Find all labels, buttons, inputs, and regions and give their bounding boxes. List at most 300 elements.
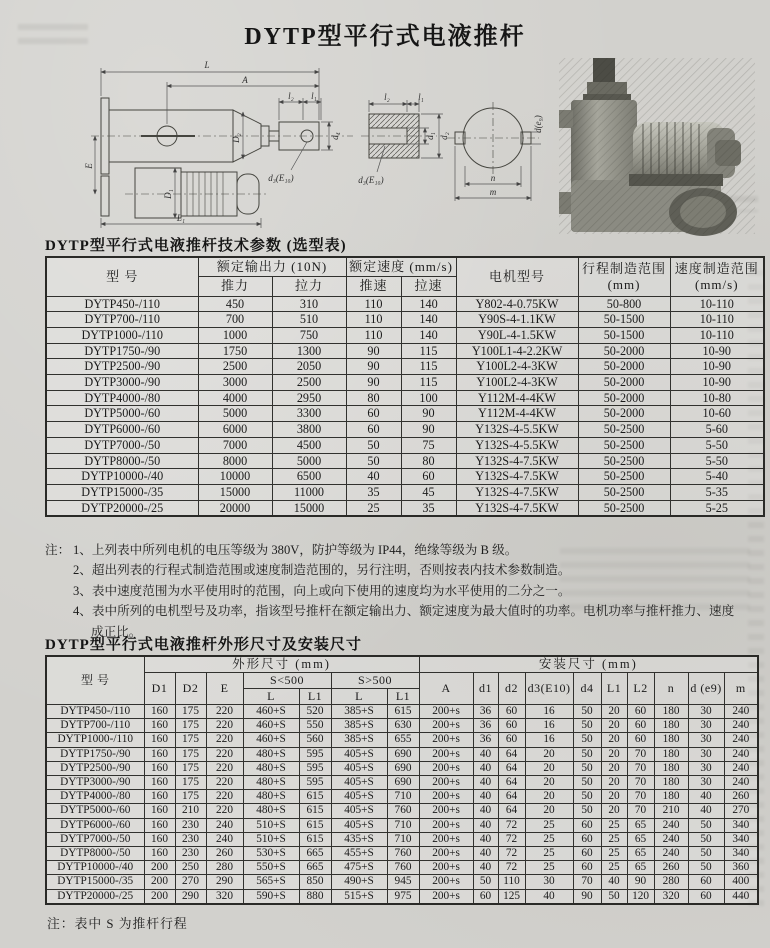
value-cell: Y100L2-4-3KW	[456, 359, 578, 375]
value-cell: 60	[401, 469, 456, 485]
value-cell: 595	[299, 761, 331, 775]
value-cell: 30	[688, 747, 724, 761]
table-row	[46, 761, 758, 775]
value-cell: 30	[688, 719, 724, 733]
note-item-3: 3、表中速度范围为水平使用时的范围，向上或向下使用的速度均为水平使用的二分之一。	[73, 583, 571, 598]
value-cell: 590+S	[243, 889, 299, 904]
value-cell: 50-2500	[578, 500, 670, 516]
value-cell: 615	[299, 804, 331, 818]
value-cell: 480+S	[243, 804, 299, 818]
value-cell: 320	[206, 889, 243, 904]
value-cell: 310	[272, 296, 346, 312]
value-cell: 480+S	[243, 747, 299, 761]
value-cell: 70	[573, 875, 601, 889]
value-cell: 5-50	[670, 453, 764, 469]
value-cell: 50-800	[578, 296, 670, 312]
value-cell: 160	[144, 804, 175, 818]
model-cell: DYTP2500-/90	[46, 761, 144, 775]
value-cell: 340	[724, 818, 758, 832]
value-cell: 665	[299, 847, 331, 861]
table-row	[46, 484, 764, 500]
value-cell: 36	[473, 719, 498, 733]
value-cell: 64	[498, 776, 525, 790]
value-cell: 405+S	[331, 818, 387, 832]
col-group-rated-speed: 额定速度 (mm/s)	[346, 257, 456, 277]
value-cell: 385+S	[331, 719, 387, 733]
value-cell: 60	[627, 705, 654, 719]
value-cell: 70	[627, 790, 654, 804]
value-cell: 320	[654, 889, 688, 904]
value-cell: 20	[525, 776, 573, 790]
value-cell: 11000	[272, 484, 346, 500]
value-cell: 115	[401, 359, 456, 375]
value-cell: 200+s	[419, 747, 473, 761]
value-cell: 405+S	[331, 761, 387, 775]
value-cell: 510+S	[243, 832, 299, 846]
table-row	[46, 776, 758, 790]
value-cell: 230	[175, 832, 206, 846]
value-cell: 260	[654, 861, 688, 875]
value-cell: 50	[688, 832, 724, 846]
dim-label-d4: d₄	[330, 132, 340, 140]
value-cell: 630	[387, 719, 419, 733]
product-photo-svg	[545, 52, 760, 237]
value-cell: 20	[601, 790, 627, 804]
dim-label-D2: D₂	[231, 133, 241, 143]
value-cell: 290	[206, 875, 243, 889]
model-cell: DYTP1000-/110	[46, 733, 144, 747]
model-cell: DYTP15000-/35	[46, 875, 144, 889]
value-cell: 8000	[198, 453, 272, 469]
value-cell: 50-1500	[578, 312, 670, 328]
value-cell: 385+S	[331, 733, 387, 747]
col-header-d4: d4	[573, 673, 601, 705]
value-cell: 20	[601, 705, 627, 719]
model-cell: DYTP20000-/25	[46, 889, 144, 904]
table-row	[46, 861, 758, 875]
value-cell: 2950	[272, 390, 346, 406]
value-cell: 60	[688, 889, 724, 904]
value-cell: 240	[724, 733, 758, 747]
dim-label-de9: d(e₉)	[533, 115, 543, 133]
value-cell: 20	[525, 747, 573, 761]
value-cell: 710	[387, 832, 419, 846]
value-cell: 945	[387, 875, 419, 889]
value-cell: 70	[627, 776, 654, 790]
col-header-L-gt: L	[331, 689, 387, 705]
value-cell: 175	[175, 705, 206, 719]
table-row	[46, 747, 758, 761]
value-cell: 70	[627, 747, 654, 761]
value-cell: 50	[346, 453, 401, 469]
value-cell: 36	[473, 733, 498, 747]
value-cell: 385+S	[331, 705, 387, 719]
dim-label-D1: D₁	[163, 189, 173, 199]
value-cell: 760	[387, 847, 419, 861]
table-row	[46, 359, 764, 375]
value-cell: 140	[401, 296, 456, 312]
value-cell: 490+S	[331, 875, 387, 889]
value-cell: 180	[654, 733, 688, 747]
value-cell: Y132S-4-5.5KW	[456, 422, 578, 438]
value-cell: 50	[573, 804, 601, 818]
value-cell: 60	[627, 719, 654, 733]
value-cell: 510+S	[243, 818, 299, 832]
col-header-stroke-range: 行程制造范围 (mm)	[578, 257, 670, 296]
model-cell: DYTP700-/110	[46, 312, 198, 328]
dim-label-d2: d₂	[439, 132, 449, 140]
dimension-table	[45, 655, 759, 905]
value-cell: 160	[144, 719, 175, 733]
dim-label-l2: l₂	[384, 92, 390, 102]
value-cell: 530+S	[243, 847, 299, 861]
table-row	[46, 312, 764, 328]
value-cell: 450	[198, 296, 272, 312]
table-row	[46, 500, 764, 516]
value-cell: Y90S-4-1.1KW	[456, 312, 578, 328]
value-cell: 180	[654, 776, 688, 790]
value-cell: 1300	[272, 343, 346, 359]
value-cell: 40	[473, 861, 498, 875]
model-cell: DYTP700-/110	[46, 719, 144, 733]
value-cell: 10-90	[670, 343, 764, 359]
value-cell: 710	[387, 818, 419, 832]
table-row	[46, 469, 764, 485]
value-cell: 220	[206, 790, 243, 804]
value-cell: 460+S	[243, 705, 299, 719]
model-cell: DYTP5000-/60	[46, 406, 198, 422]
value-cell: 10-110	[670, 327, 764, 343]
value-cell: 50	[688, 847, 724, 861]
value-cell: 240	[654, 818, 688, 832]
col-header-A: A	[419, 673, 473, 705]
value-cell: 50	[688, 861, 724, 875]
value-cell: 220	[206, 733, 243, 747]
value-cell: 400	[724, 875, 758, 889]
value-cell: 40	[346, 469, 401, 485]
value-cell: 560	[299, 733, 331, 747]
value-cell: 5-40	[670, 469, 764, 485]
value-cell: 595	[299, 747, 331, 761]
model-cell: DYTP2500-/90	[46, 359, 198, 375]
dim-label-l2: l₂	[288, 91, 294, 101]
value-cell: 280	[206, 861, 243, 875]
value-cell: 200+s	[419, 861, 473, 875]
model-cell: DYTP1750-/90	[46, 747, 144, 761]
end-view	[447, 102, 539, 176]
value-cell: 50-2500	[578, 453, 670, 469]
value-cell: Y132S-4-7.5KW	[456, 469, 578, 485]
model-cell: DYTP8000-/50	[46, 847, 144, 861]
value-cell: 210	[654, 804, 688, 818]
dimension-drawing-svg	[85, 54, 545, 234]
value-cell: 60	[498, 733, 525, 747]
value-cell: 90	[346, 359, 401, 375]
value-cell: 595	[299, 776, 331, 790]
value-cell: 405+S	[331, 776, 387, 790]
value-cell: Y132S-4-7.5KW	[456, 500, 578, 516]
value-cell: 240	[206, 818, 243, 832]
value-cell: 72	[498, 818, 525, 832]
value-cell: 475+S	[331, 861, 387, 875]
value-cell: 520	[299, 705, 331, 719]
value-cell: 25	[346, 500, 401, 516]
value-cell: 50-2500	[578, 484, 670, 500]
col-header-speed-range: 速度制造范围 (mm/s)	[670, 257, 764, 296]
dim-section-title: DYTP型平行式电液推杆外形尺寸及安装尺寸	[45, 637, 362, 653]
col-header-L1-gt: L1	[387, 689, 419, 705]
value-cell: 3000	[198, 375, 272, 391]
table-row	[46, 343, 764, 359]
value-cell: 10-60	[670, 406, 764, 422]
value-cell: 2050	[272, 359, 346, 375]
value-cell: 60	[473, 889, 498, 904]
col-header-n: n	[654, 673, 688, 705]
col-header-D1: D1	[144, 673, 175, 705]
col-header-d1: d1	[473, 673, 498, 705]
value-cell: Y100L2-4-3KW	[456, 375, 578, 391]
table-row	[46, 375, 764, 391]
value-cell: 700	[198, 312, 272, 328]
value-cell: 710	[387, 790, 419, 804]
value-cell: 110	[346, 296, 401, 312]
value-cell: 15000	[272, 500, 346, 516]
value-cell: 50-2500	[578, 422, 670, 438]
col-header-pull-force: 拉力	[272, 277, 346, 296]
value-cell: 35	[346, 484, 401, 500]
value-cell: 180	[654, 705, 688, 719]
value-cell: 615	[387, 705, 419, 719]
dim-label-L: L	[204, 60, 210, 70]
col-group-stroke-gt-500: S>500	[331, 673, 419, 689]
value-cell: 25	[525, 818, 573, 832]
value-cell: 480+S	[243, 790, 299, 804]
value-cell: 160	[144, 832, 175, 846]
dim-label-L1: L₁	[176, 213, 186, 223]
value-cell: 65	[627, 847, 654, 861]
value-cell: 515+S	[331, 889, 387, 904]
table-row	[46, 790, 758, 804]
value-cell: 50	[573, 790, 601, 804]
value-cell: 50-2000	[578, 406, 670, 422]
value-cell: 615	[299, 790, 331, 804]
value-cell: 16	[525, 733, 573, 747]
value-cell: Y132S-4-5.5KW	[456, 437, 578, 453]
value-cell: 50	[473, 875, 498, 889]
table-row	[46, 804, 758, 818]
value-cell: 50	[688, 818, 724, 832]
table-row	[46, 889, 758, 904]
value-cell: 60	[573, 861, 601, 875]
value-cell: 290	[175, 889, 206, 904]
value-cell: 50-2500	[578, 437, 670, 453]
page-title: DYTP型平行式电液推杆	[244, 24, 526, 50]
value-cell: 140	[401, 327, 456, 343]
col-header-d3E10: d3(E10)	[525, 673, 573, 705]
value-cell: 25	[525, 832, 573, 846]
value-cell: 45	[401, 484, 456, 500]
notes-items	[73, 540, 735, 642]
dim-label-d1: d₁	[425, 132, 435, 140]
value-cell: Y132S-4-7.5KW	[456, 453, 578, 469]
value-cell: 20	[601, 761, 627, 775]
value-cell: 7000	[198, 437, 272, 453]
value-cell: 340	[724, 847, 758, 861]
value-cell: 40	[473, 790, 498, 804]
main-side-view	[91, 98, 353, 218]
value-cell: 3800	[272, 422, 346, 438]
model-cell: DYTP10000-/40	[46, 861, 144, 875]
col-header-L1: L1	[601, 673, 627, 705]
dimension-lines	[95, 68, 333, 228]
table-row	[46, 875, 758, 889]
value-cell: 405+S	[331, 790, 387, 804]
value-cell: 20	[525, 790, 573, 804]
value-cell: 60	[688, 875, 724, 889]
value-cell: 220	[206, 719, 243, 733]
value-cell: 405+S	[331, 747, 387, 761]
table-row	[46, 705, 758, 719]
value-cell: 5-50	[670, 437, 764, 453]
value-cell: 260	[206, 847, 243, 861]
note-item-2: 2、超出列表的行程式制造范围或速度制造范围的，另行注明，否则按表内技术参数制造。	[73, 563, 571, 578]
model-cell: DYTP1000-/110	[46, 327, 198, 343]
value-cell: 460+S	[243, 719, 299, 733]
value-cell: 270	[724, 804, 758, 818]
value-cell: 160	[144, 705, 175, 719]
spec-table-header	[46, 257, 764, 296]
value-cell: 20	[601, 804, 627, 818]
value-cell: 160	[144, 847, 175, 861]
value-cell: 90	[346, 375, 401, 391]
value-cell: 70	[627, 804, 654, 818]
value-cell: Y100L1-4-2.2KW	[456, 343, 578, 359]
table-row	[46, 327, 764, 343]
value-cell: 50-2000	[578, 359, 670, 375]
value-cell: 665	[299, 861, 331, 875]
value-cell: 50-2000	[578, 375, 670, 391]
value-cell: 64	[498, 747, 525, 761]
value-cell: 115	[401, 343, 456, 359]
dim-label-n: n	[490, 173, 496, 183]
value-cell: 25	[601, 832, 627, 846]
col-header-m: m	[724, 673, 758, 705]
value-cell: Y802-4-0.75KW	[456, 296, 578, 312]
dim-label-d3: d₃(E₁₀)	[358, 175, 384, 185]
value-cell: 220	[206, 761, 243, 775]
model-cell: DYTP10000-/40	[46, 469, 198, 485]
value-cell: 60	[573, 818, 601, 832]
table-row	[46, 296, 764, 312]
value-cell: 220	[206, 804, 243, 818]
value-cell: 25	[601, 861, 627, 875]
value-cell: 230	[175, 818, 206, 832]
value-cell: 50-2000	[578, 343, 670, 359]
dim-table-body	[46, 705, 758, 904]
value-cell: 80	[346, 390, 401, 406]
value-cell: 140	[401, 312, 456, 328]
value-cell: 200+s	[419, 719, 473, 733]
value-cell: 220	[206, 776, 243, 790]
col-header-de9: d (e9)	[688, 673, 724, 705]
value-cell: 40	[473, 832, 498, 846]
value-cell: 200+s	[419, 776, 473, 790]
value-cell: 65	[627, 818, 654, 832]
value-cell: 10-110	[670, 296, 764, 312]
table-row	[46, 437, 764, 453]
value-cell: 10000	[198, 469, 272, 485]
value-cell: 200+s	[419, 790, 473, 804]
value-cell: 50	[573, 761, 601, 775]
value-cell: 40	[473, 818, 498, 832]
dim-label-A: A	[242, 75, 248, 85]
value-cell: 180	[654, 761, 688, 775]
value-cell: Y112M-4-4KW	[456, 390, 578, 406]
value-cell: 175	[175, 747, 206, 761]
product-photo	[545, 52, 760, 237]
dimension-drawing	[85, 54, 545, 234]
value-cell: 850	[299, 875, 331, 889]
value-cell: 455+S	[331, 847, 387, 861]
value-cell: 280	[654, 875, 688, 889]
model-cell: DYTP3000-/90	[46, 375, 198, 391]
value-cell: 250	[175, 861, 206, 875]
col-header-motor-model: 电机型号	[456, 257, 578, 296]
model-cell: DYTP450-/110	[46, 705, 144, 719]
value-cell: 75	[401, 437, 456, 453]
value-cell: 240	[654, 832, 688, 846]
model-cell: DYTP7000-/50	[46, 437, 198, 453]
value-cell: 240	[724, 761, 758, 775]
col-header-E: E	[206, 673, 243, 705]
value-cell: 35	[401, 500, 456, 516]
dim-label-l1: l₁	[311, 91, 317, 101]
model-cell: DYTP8000-/50	[46, 453, 198, 469]
value-cell: 40	[688, 790, 724, 804]
table-row	[46, 733, 758, 747]
value-cell: 30	[688, 733, 724, 747]
value-cell: 615	[299, 818, 331, 832]
value-cell: 4000	[198, 390, 272, 406]
value-cell: 40	[473, 747, 498, 761]
col-header-push-force: 推力	[198, 277, 272, 296]
value-cell: 90	[346, 343, 401, 359]
value-cell: 50	[346, 437, 401, 453]
model-cell: DYTP4000-/80	[46, 790, 144, 804]
model-cell: DYTP1750-/90	[46, 343, 198, 359]
value-cell: 440	[724, 889, 758, 904]
notes-block	[45, 540, 735, 642]
value-cell: 480+S	[243, 761, 299, 775]
value-cell: 210	[175, 804, 206, 818]
value-cell: 6500	[272, 469, 346, 485]
value-cell: 460+S	[243, 733, 299, 747]
value-cell: 240	[724, 705, 758, 719]
value-cell: 30	[688, 705, 724, 719]
value-cell: 240	[724, 776, 758, 790]
value-cell: 20	[601, 776, 627, 790]
value-cell: 60	[346, 422, 401, 438]
value-cell: 60	[573, 847, 601, 861]
value-cell: 64	[498, 761, 525, 775]
value-cell: 200+s	[419, 875, 473, 889]
value-cell: 360	[724, 861, 758, 875]
value-cell: 65	[627, 832, 654, 846]
value-cell: 40	[473, 761, 498, 775]
value-cell: 760	[387, 804, 419, 818]
value-cell: 220	[206, 705, 243, 719]
value-cell: 25	[601, 847, 627, 861]
